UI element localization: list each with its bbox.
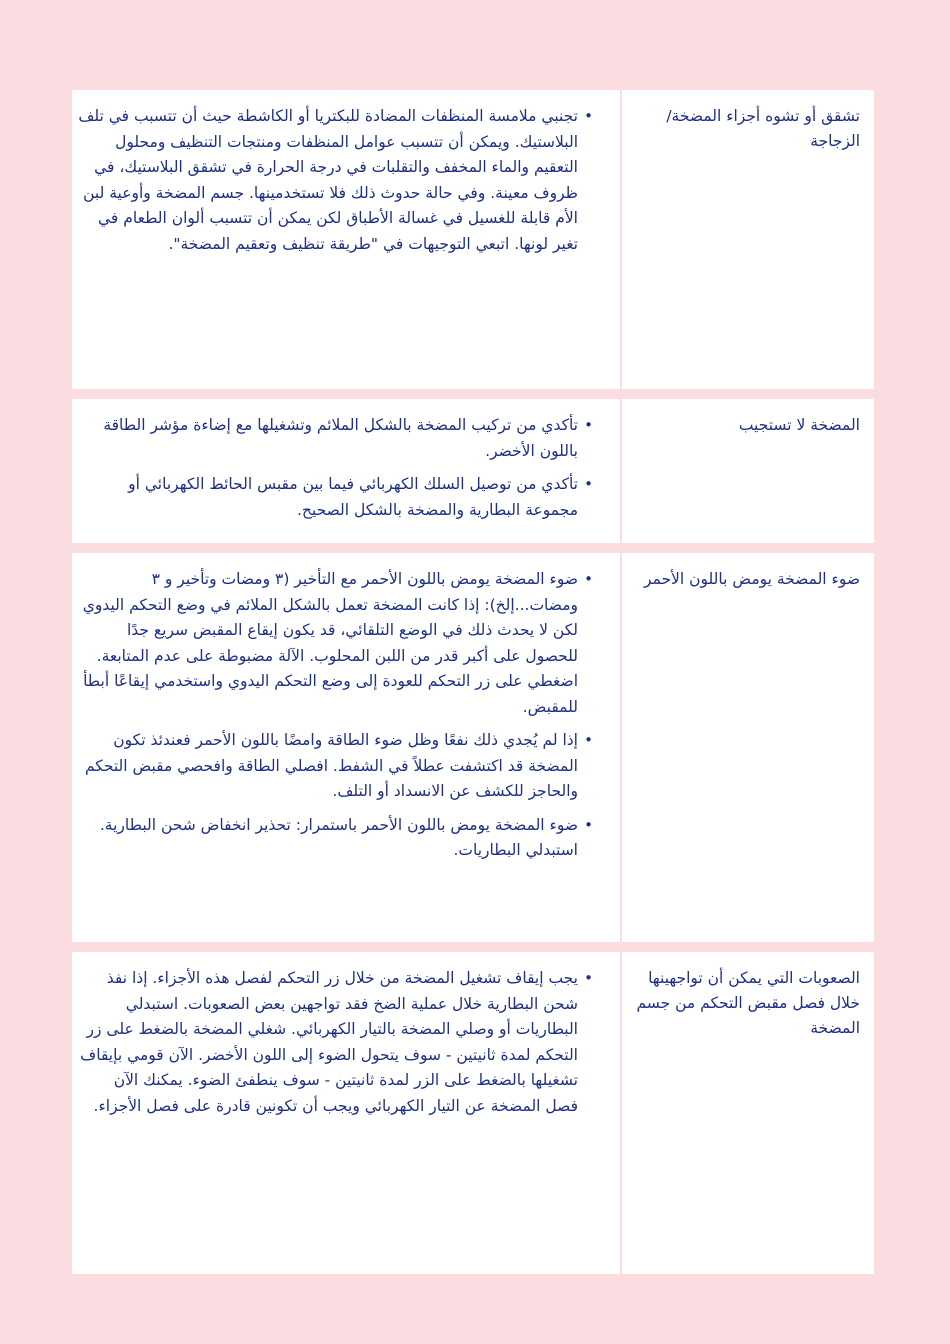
solution-item: • تجنبي ملامسة المنظفات المضادة للبكتريا أو الكاشطة حيث أن تتسبب في تلف البلاستيك. ويمكن أن تتسبب عوامل المنظفات ومنتجات التنظيف ومحلول التعقيم والماء المخفف والتقلبات في درجة الحرارة في تشقق البلاستيك، في ظروف معينة. وفي حالة حدوث ذلك فلا تستخدمينها. جسم المضخة وأوعية لبن الأم قابلة للغسيل في غسالة الأطباق لكن يمكن أن تتسبب ألوان الطعام في تغير لونها. اتبعي التوجيهات في "طريقة تنظيف وتعقيم المضخة". (78, 104, 578, 257)
solution-item: • يجب إيقاف تشغيل المضخة من خلال زر التحكم لفصل هذه الأجزاء. إذا نفذ شحن البطارية خلال عملية الضخ فقد تواجهين بعض الصعوبات. استبدلي البطاريات أو وصلي المضخة بالتيار الكهربائي. شغلي المضخة بالضغط على زر التحكم لمدة ثانيتين - سوف يتحول الضوء إلى اللون الأخضر. الآن قومي بإيقاف تشغيلها بالضغط على الزر لمدة ثانيتين - سوف ينطفئ الضوء. يمكنك الآن فصل المضخة عن التيار الكهربائي ويجب أن تكونين قادرة على فصل الأجزاء. (78, 966, 578, 1119)
solution-cell (72, 399, 620, 543)
problem-text: المضخة لا تستجيب (738, 416, 860, 434)
solution-cell (72, 90, 620, 389)
problem-text: الصعوبات التي يمكن أن تواجهينها خلال فصل مقبض التحكم من جسم المضخة (636, 969, 860, 1037)
problem-text: تشقق أو تشوه أجزاء المضخة/الزجاجة (666, 107, 860, 150)
solution-list (78, 413, 594, 523)
problem-cell (622, 553, 874, 942)
problem-text: ضوء المضخة يومض باللون الأحمر (643, 570, 860, 588)
solution-item: • ضوء المضخة يومض باللون الأحمر مع التأخير (٣ ومضات وتأخير و ٣ ومضات...إلخ): إذا كانت المضخة تعمل بالشكل الملائم في وضع التحكم اليدوي لكن لا يحدث ذلك في الوضع التلقائي، قد يكون إيقاع المقبض سريع جدًا للحصول على أكبر قدر من اللبن المحلوب. الآلة مضبوطة على عدم المتابعة. اضغطي على زر التحكم للعودة إلى وضع التحكم اليدوي واستخدمي إيقاعًا أبطأ للمقبض. (78, 567, 578, 720)
solution-list (78, 567, 594, 864)
solution-item: • إذا لم يُجدي ذلك نفعًا وظل ضوء الطاقة وامضًا باللون الأحمر فعندئذ تكون المضخة قد اكتشفت عطلاً في الشفط. افصلي الطاقة وافحصي مقبض التحكم والحاجز للكشف عن الانسداد أو التلف. (78, 728, 578, 805)
solution-item: • تأكدي من تركيب المضخة بالشكل الملائم وتشغيلها مع إضاءة مؤشر الطاقة باللون الأخضر. (78, 413, 578, 464)
troubleshooting-table (72, 90, 874, 1274)
solution-list (78, 104, 594, 257)
solution-list (78, 966, 594, 1119)
solution-cell (72, 553, 620, 942)
problem-cell (622, 399, 874, 543)
table-row (72, 90, 874, 389)
solution-item: • تأكدي من توصيل السلك الكهربائي فيما بين مقبس الحائط الكهربائي أو مجموعة البطارية والمضخة بالشكل الصحيح. (78, 472, 578, 523)
table-row (72, 399, 874, 543)
problem-cell (622, 90, 874, 389)
solution-item: • ضوء المضخة يومض باللون الأحمر باستمرار: تحذير انخفاض شحن البطارية. استبدلي البطاريات. (78, 813, 578, 864)
table-row (72, 553, 874, 942)
problem-cell (622, 952, 874, 1274)
solution-cell (72, 952, 620, 1274)
table-row (72, 952, 874, 1274)
